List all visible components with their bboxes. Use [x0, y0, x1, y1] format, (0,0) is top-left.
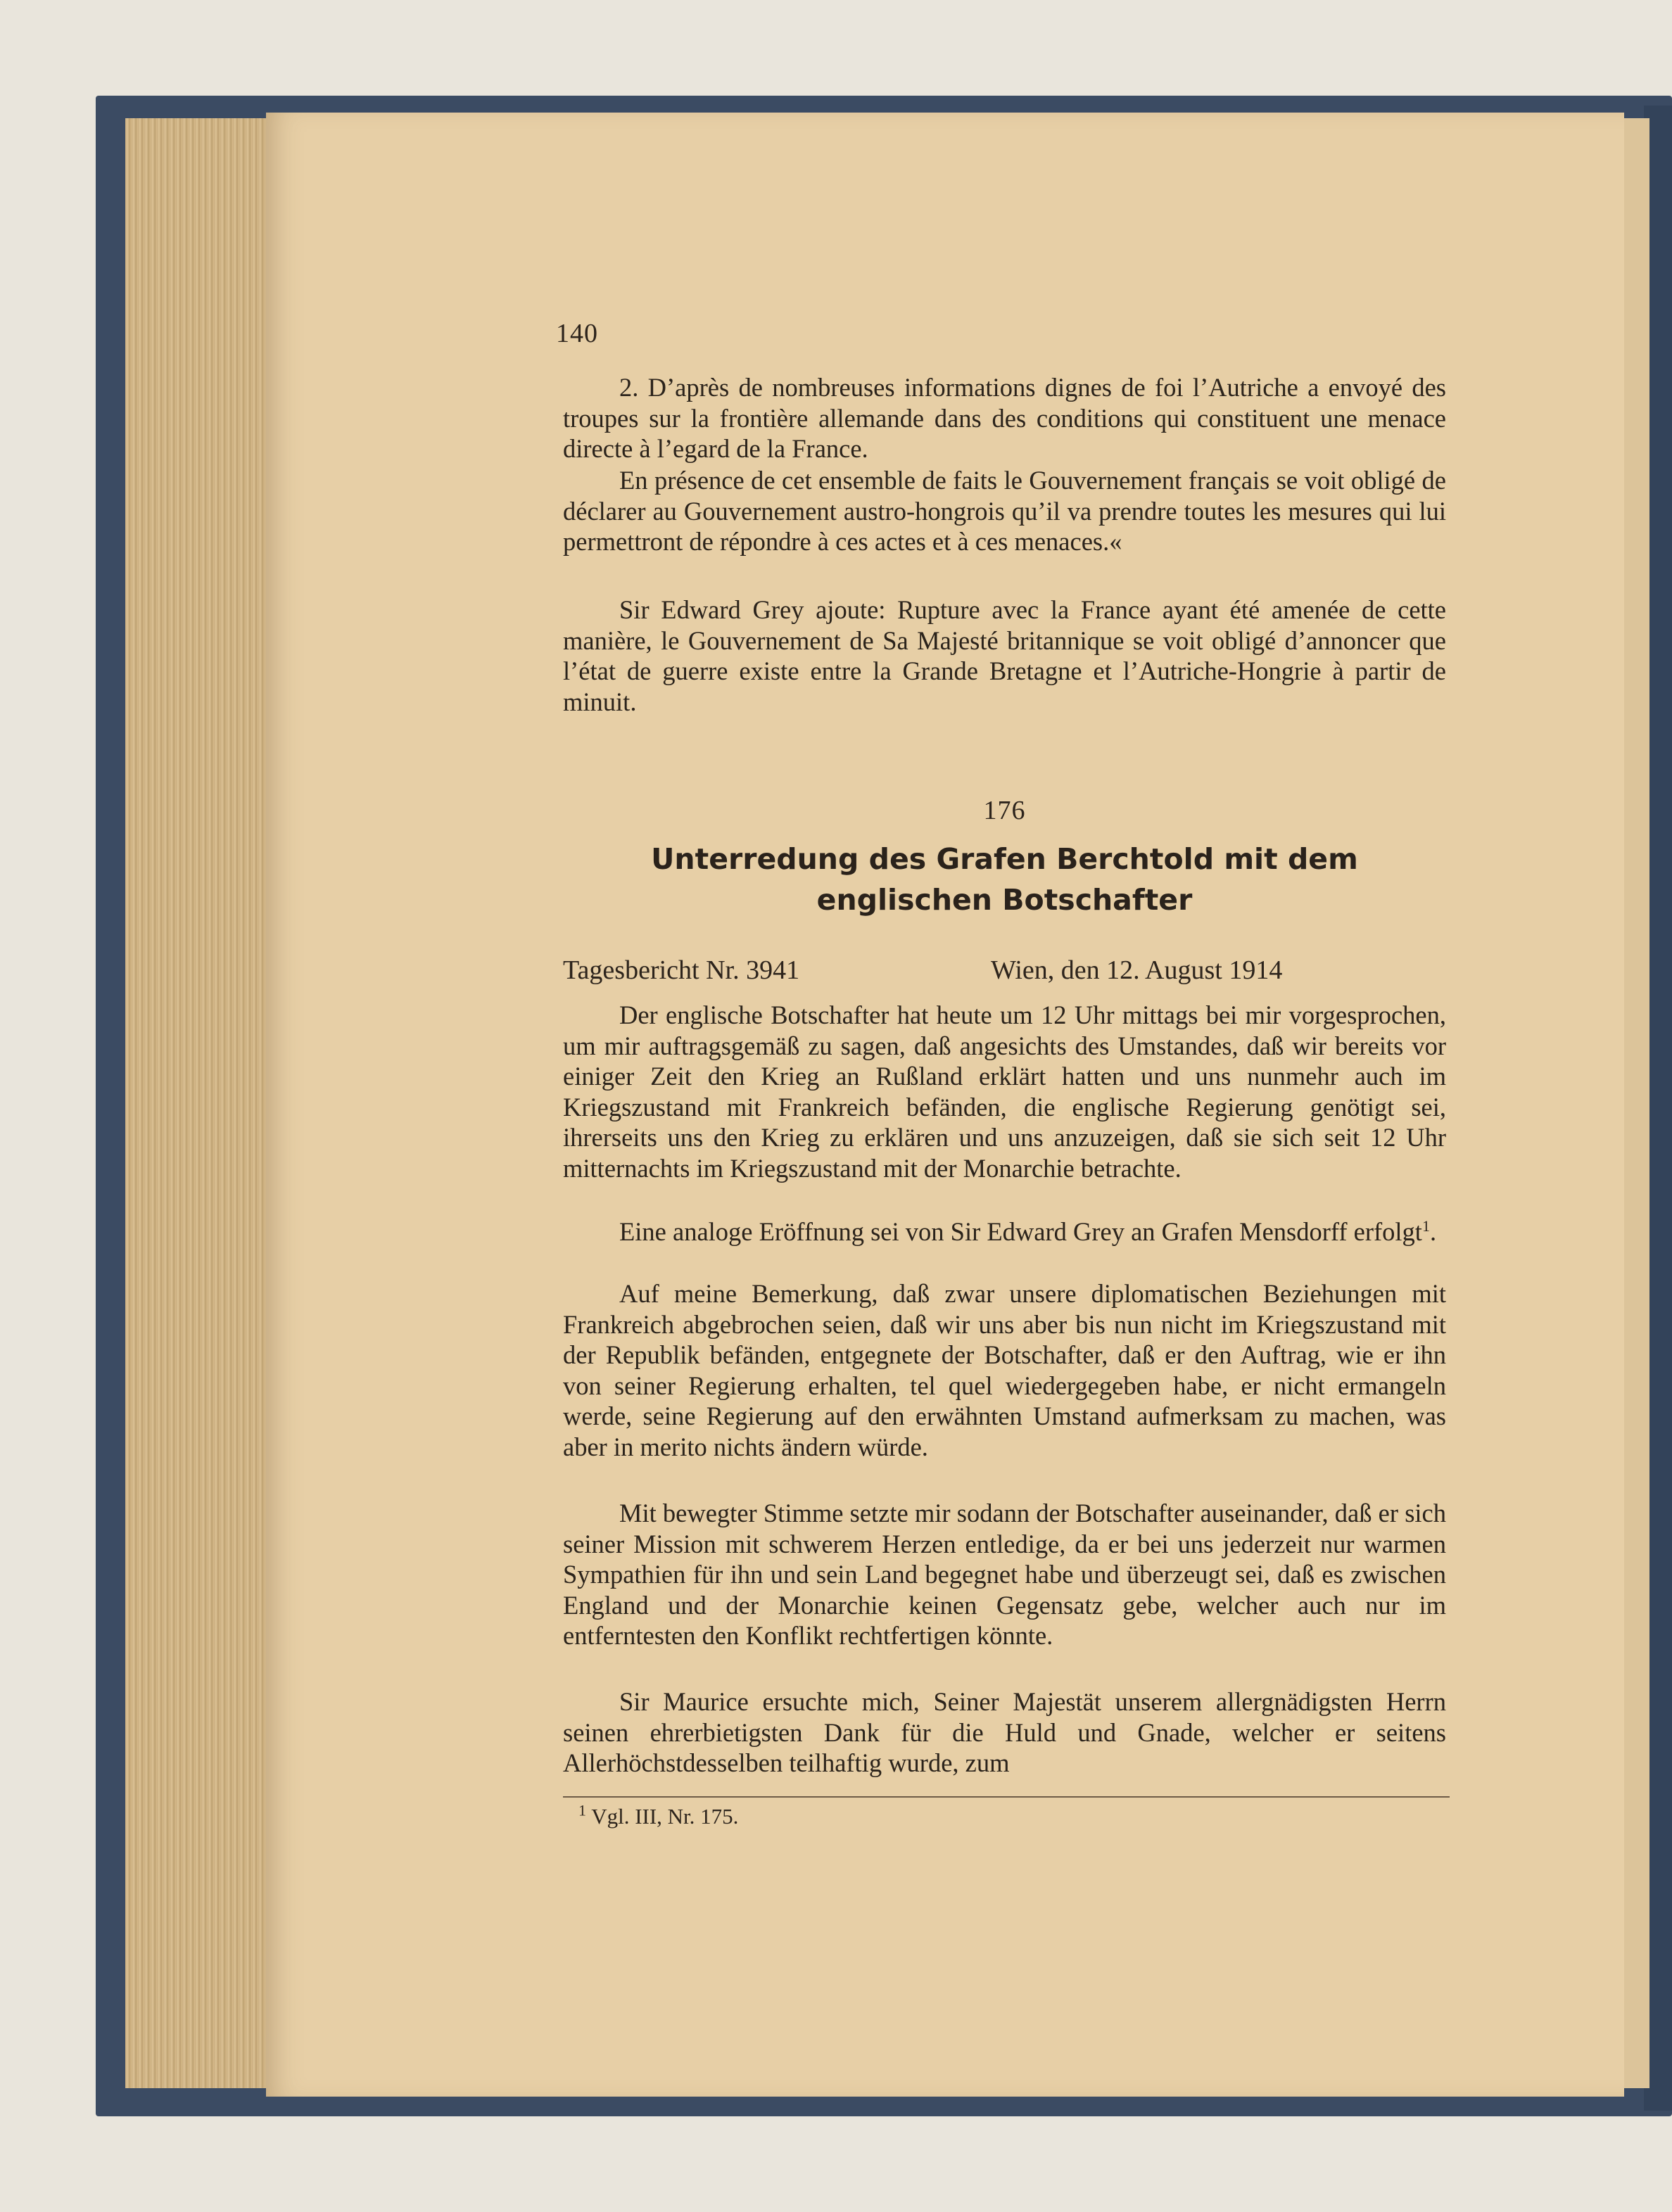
french-paragraph-3: Sir Edward Grey ajoute: Rupture avec la France ayant été amenée de cette manière, le Gouvernement de Sa Majesté britannique se voit obligé d’annoncer que l’état de guerre existe entre la Grande Bretagne et l’Autriche-Hongrie à partir de minuit. — [563, 595, 1446, 716]
french-paragraph-2: En présence de cet ensemble de faits le Gouvernement français se voit obligé de déclarer au Gouvernement austro-hongrois qu’il va prendre toutes les mesures qui lui permettront de répondre à ces actes et à ces menaces.« — [563, 466, 1446, 556]
french-paragraph-1: 2. D’après de nombreuses informations dignes de foi l’Autriche a envoyé des troupes sur la frontière allemande dans des conditions qui constituent une menace directe à l’egard de la France. — [563, 373, 1446, 463]
german-paragraph-5: Sir Maurice ersuchte mich, Seiner Majestät unserem allergnädigsten Herrn seinen ehrerbietigsten Dank für die Huld und Gnade, welcher er seitens Allerhöchstdesselben teilhaftig wurde, zum — [563, 1687, 1446, 1777]
german-paragraph-4: Mit bewegter Stimme setzte mir sodann der Botschafter auseinander, daß er sich seiner Mission mit schwerem Herzen entledige, da er bei uns jederzeit nur warmen Sympathien für ihn und sein Land begegnet habe und überzeugt sei, daß es zwischen England und der Monarchie keinen Gegensatz gebe, welcher auch nur im entferntesten den Konflikt rechtfertigen könnte. — [563, 1499, 1446, 1650]
document-number: 176 — [983, 796, 1026, 825]
german-paragraph-2: Eine analoge Eröffnung sei von Sir Edward Grey an Grafen Mensdorff erfolgt$^1$. — [619, 1216, 1437, 1246]
footnote-text: Vgl. III, Nr. 175. — [591, 1804, 739, 1829]
footnote-reference: 1 — [1421, 1216, 1430, 1235]
place-date: Wien, den 12. August 1914 — [991, 955, 1283, 985]
page-number: 140 — [556, 319, 598, 348]
german-paragraph-3: Auf meine Bemerkung, daß zwar unsere diplomatischen Beziehungen mit Frankreich abgebrochen seien, daß wir uns aber bis nun nicht im Kriegszustand mit der Republik befänden, entgegnete der Botschafter, daß er den Auftrag, wie er ihn von seiner Regierung erhalten, tel quel wiedergegeben habe, er nicht ermangeln werde, seine Regierung auf den erwähnten Umstand aufmerksam zu machen, was aber in merito nichts ändern würde. — [563, 1279, 1446, 1461]
document-title: Unterredung des Grafen Berchtold mit dem englischen Botschafter — [651, 842, 1358, 917]
german-paragraph-1: Der englische Botschafter hat heute um 12 Uhr mittags bei mir vorgesprochen, um mir auftragsgemäß zu sagen, daß angesichts des Umstandes, daß wir bereits vor einiger Zeit den Krieg an Rußland erklärt hatten und uns nunmehr auch im Kriegszustand mit Frankreich befänden, die englische Regierung genötigt sei, ihrerseits uns den Krieg zu erklären und uns anzuzeigen, daß sie sich seit 12 Uhr mitternachts im Kriegszustand mit der Monarchie betrachte. — [563, 1000, 1446, 1183]
footnote-marker: 1 — [578, 1801, 586, 1819]
german-paragraph-2-text: Eine analoge Eröffnung sei von Sir Edward Grey an Grafen Mensdorff erfolgt — [619, 1217, 1422, 1246]
report-id: Tagesbericht Nr. 3941 — [563, 955, 800, 985]
footnote — [578, 1801, 739, 1829]
footnote-divider — [563, 1796, 1450, 1798]
page-block-edges — [125, 118, 273, 2088]
